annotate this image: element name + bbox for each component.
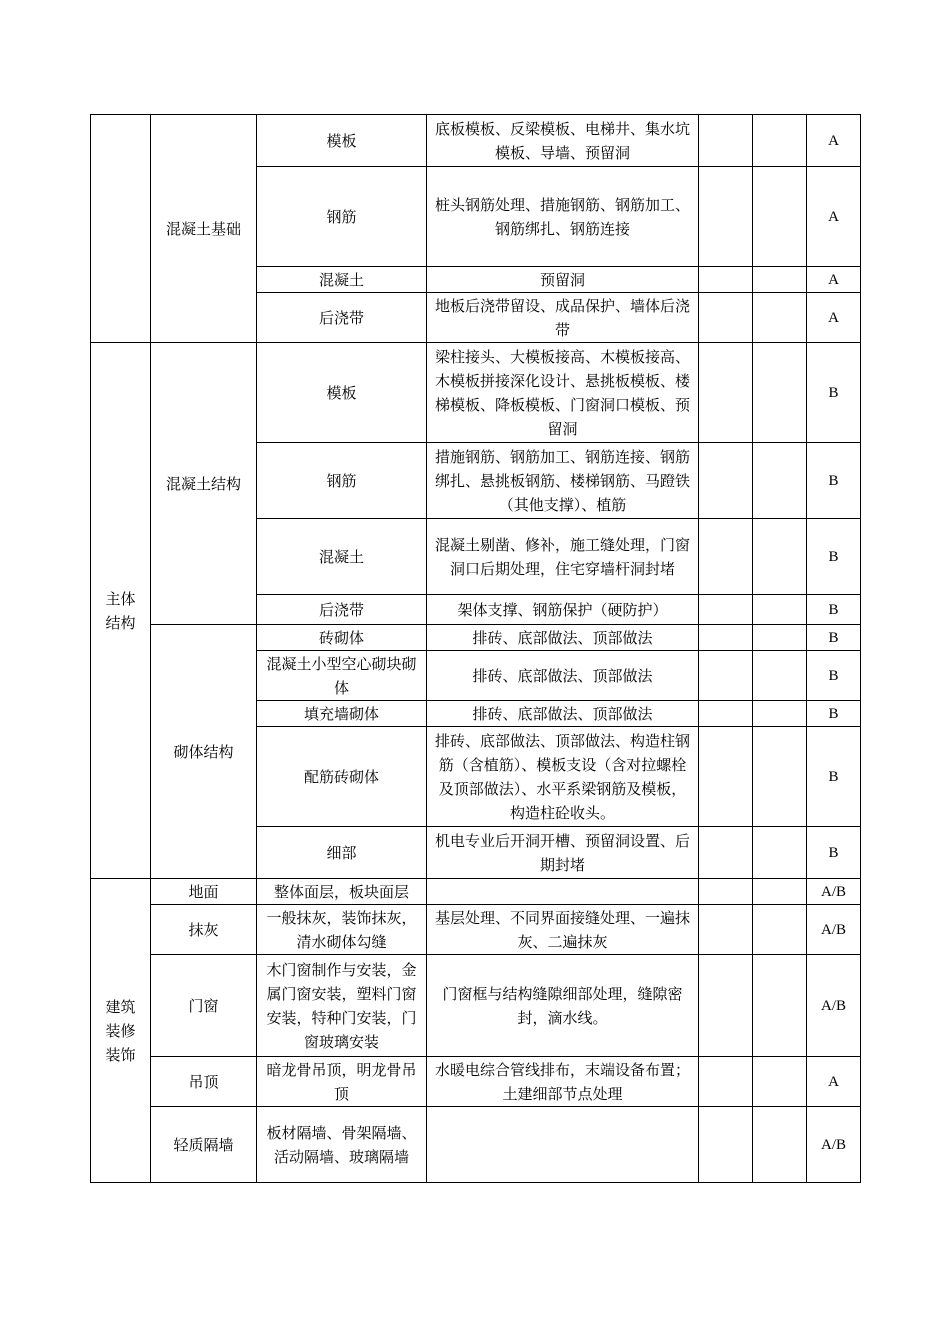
- item-cell: 板材隔墙、骨架隔墙、活动隔墙、玻璃隔墙: [257, 1107, 427, 1183]
- level-cell: A/B: [807, 955, 861, 1057]
- subcategory-cell: 砌体结构: [151, 625, 257, 879]
- empty-cell: [753, 701, 807, 727]
- category-cell: [91, 115, 151, 343]
- subcategory-cell: 地面: [151, 879, 257, 905]
- empty-cell: [753, 727, 807, 827]
- table-row: [91, 879, 861, 905]
- subcategory-cell: 混凝土基础: [151, 115, 257, 343]
- empty-cell: [753, 167, 807, 267]
- content-cell: 地板后浇带留设、成品保护、墙体后浇带: [427, 293, 699, 343]
- item-cell: 后浇带: [257, 293, 427, 343]
- subcategory-cell: 吊顶: [151, 1057, 257, 1107]
- content-cell: 底板模板、反梁模板、电梯井、集水坑模板、导墙、预留洞: [427, 115, 699, 167]
- content-cell: 水暖电综合管线排布，末端设备布置；土建细部节点处理: [427, 1057, 699, 1107]
- empty-cell: [753, 595, 807, 625]
- content-cell: 排砖、底部做法、顶部做法: [427, 701, 699, 727]
- table-row: [91, 905, 861, 955]
- table-row: [91, 1107, 861, 1183]
- empty-cell: [699, 727, 753, 827]
- level-cell: B: [807, 343, 861, 443]
- empty-cell: [753, 267, 807, 293]
- level-cell: A/B: [807, 879, 861, 905]
- item-cell: 混凝土: [257, 267, 427, 293]
- level-cell: B: [807, 443, 861, 519]
- empty-cell: [699, 267, 753, 293]
- empty-cell: [753, 443, 807, 519]
- table-row: [91, 625, 861, 651]
- content-cell: [427, 1107, 699, 1183]
- item-cell: 模板: [257, 115, 427, 167]
- item-cell: 砖砌体: [257, 625, 427, 651]
- level-cell: B: [807, 701, 861, 727]
- table-row: [91, 343, 861, 443]
- empty-cell: [753, 519, 807, 595]
- empty-cell: [699, 879, 753, 905]
- empty-cell: [699, 625, 753, 651]
- content-cell: 混凝土剔凿、修补，施工缝处理，门窗洞口后期处理，住宅穿墙杆洞封堵: [427, 519, 699, 595]
- empty-cell: [699, 443, 753, 519]
- level-cell: A/B: [807, 1107, 861, 1183]
- empty-cell: [753, 651, 807, 701]
- level-cell: A: [807, 267, 861, 293]
- level-cell: A/B: [807, 905, 861, 955]
- item-cell: 一般抹灰，装饰抹灰，清水砌体勾缝: [257, 905, 427, 955]
- item-cell: 填充墙砌体: [257, 701, 427, 727]
- content-cell: 梁柱接头、大模板接高、木模板接高、木模板拼接深化设计、悬挑板模板、楼梯模板、降板模板、门窗洞口模板、预留洞: [427, 343, 699, 443]
- empty-cell: [753, 343, 807, 443]
- empty-cell: [699, 827, 753, 879]
- empty-cell: [699, 955, 753, 1057]
- subcategory-cell: 混凝土结构: [151, 343, 257, 625]
- level-cell: B: [807, 727, 861, 827]
- empty-cell: [699, 651, 753, 701]
- item-cell: 配筋砖砌体: [257, 727, 427, 827]
- empty-cell: [753, 905, 807, 955]
- empty-cell: [699, 167, 753, 267]
- content-cell: [427, 879, 699, 905]
- subcategory-cell: 抹灰: [151, 905, 257, 955]
- table-row: [91, 955, 861, 1057]
- empty-cell: [753, 1057, 807, 1107]
- empty-cell: [699, 115, 753, 167]
- level-cell: B: [807, 651, 861, 701]
- empty-cell: [753, 293, 807, 343]
- empty-cell: [699, 293, 753, 343]
- empty-cell: [753, 827, 807, 879]
- item-cell: 混凝土小型空心砌块砌体: [257, 651, 427, 701]
- table-row: [91, 115, 861, 167]
- category-cell: 主体 结构: [91, 343, 151, 879]
- construction-quality-table: [90, 114, 861, 1183]
- item-cell: 后浇带: [257, 595, 427, 625]
- empty-cell: [699, 519, 753, 595]
- subcategory-cell: 轻质隔墙: [151, 1107, 257, 1183]
- item-cell: 木门窗制作与安装，金属门窗安装，塑料门窗安装，特种门安装，门窗玻璃安装: [257, 955, 427, 1057]
- content-cell: 架体支撑、钢筋保护（硬防护）: [427, 595, 699, 625]
- content-cell: 排砖、底部做法、顶部做法: [427, 625, 699, 651]
- content-cell: 桩头钢筋处理、措施钢筋、钢筋加工、钢筋绑扎、钢筋连接: [427, 167, 699, 267]
- item-cell: 暗龙骨吊顶，明龙骨吊顶: [257, 1057, 427, 1107]
- content-cell: 预留洞: [427, 267, 699, 293]
- empty-cell: [753, 955, 807, 1057]
- item-cell: 混凝土: [257, 519, 427, 595]
- empty-cell: [753, 625, 807, 651]
- category-cell: 建筑 装修 装饰: [91, 879, 151, 1183]
- empty-cell: [699, 1107, 753, 1183]
- level-cell: A: [807, 115, 861, 167]
- item-cell: 模板: [257, 343, 427, 443]
- item-cell: 细部: [257, 827, 427, 879]
- level-cell: A: [807, 167, 861, 267]
- item-cell: 钢筋: [257, 443, 427, 519]
- content-cell: 排砖、底部做法、顶部做法: [427, 651, 699, 701]
- content-cell: 门窗框与结构缝隙细部处理，缝隙密封，滴水线。: [427, 955, 699, 1057]
- content-cell: 措施钢筋、钢筋加工、钢筋连接、钢筋绑扎、悬挑板钢筋、楼梯钢筋、马蹬铁（其他支撑）、植筋: [427, 443, 699, 519]
- table-row: [91, 1057, 861, 1107]
- level-cell: B: [807, 595, 861, 625]
- empty-cell: [753, 115, 807, 167]
- level-cell: B: [807, 827, 861, 879]
- item-cell: 整体面层，板块面层: [257, 879, 427, 905]
- content-cell: 基层处理、不同界面接缝处理、一遍抹灰、二遍抹灰: [427, 905, 699, 955]
- level-cell: A: [807, 293, 861, 343]
- content-cell: 机电专业后开洞开槽、预留洞设置、后期封堵: [427, 827, 699, 879]
- item-cell: 钢筋: [257, 167, 427, 267]
- empty-cell: [753, 1107, 807, 1183]
- empty-cell: [699, 701, 753, 727]
- empty-cell: [699, 595, 753, 625]
- empty-cell: [699, 343, 753, 443]
- subcategory-cell: 门窗: [151, 955, 257, 1057]
- empty-cell: [699, 1057, 753, 1107]
- content-cell: 排砖、底部做法、顶部做法、构造柱钢筋（含植筋）、模板支设（含对拉螺栓及顶部做法）、水平系梁钢筋及模板，构造柱砼收头。: [427, 727, 699, 827]
- level-cell: A: [807, 1057, 861, 1107]
- empty-cell: [699, 905, 753, 955]
- level-cell: B: [807, 625, 861, 651]
- level-cell: B: [807, 519, 861, 595]
- empty-cell: [753, 879, 807, 905]
